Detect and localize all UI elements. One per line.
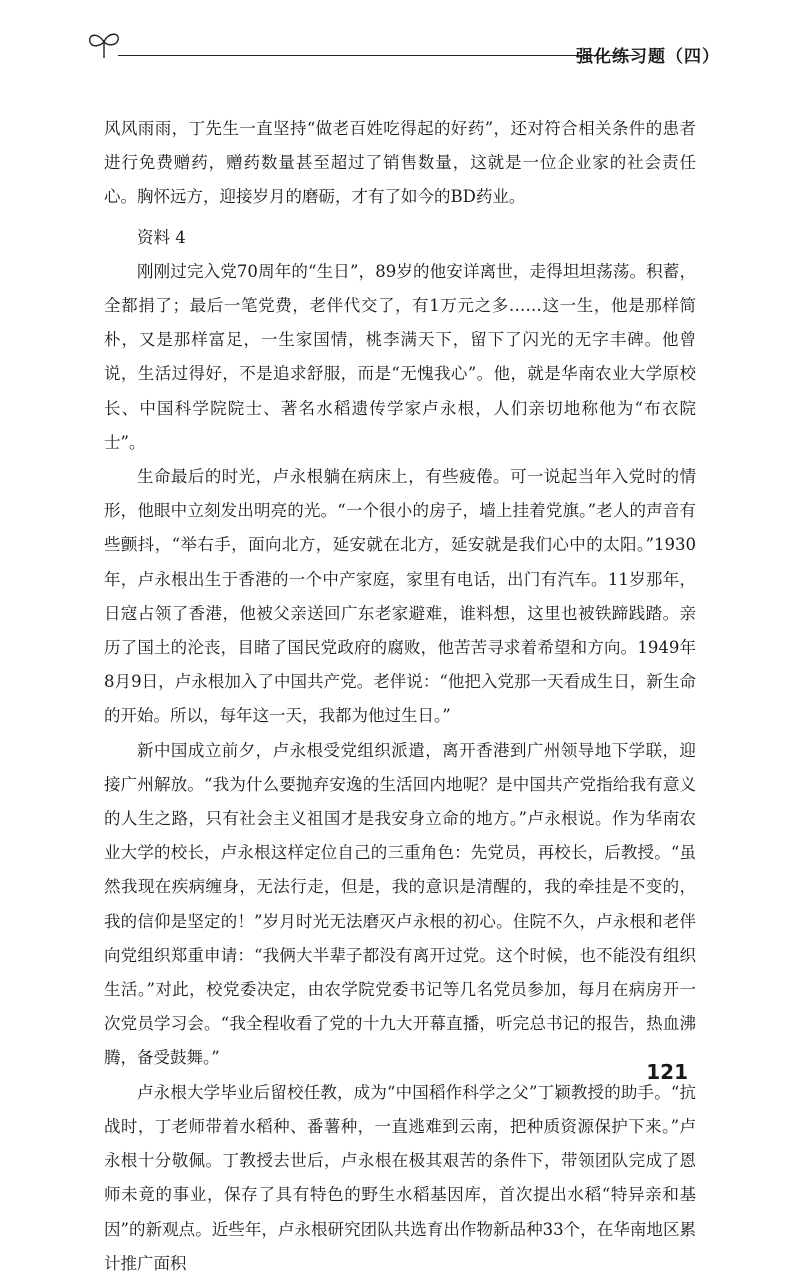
paragraph: 卢永根大学毕业后留校任教，成为“中国稻作科学之父”丁颖教授的助手。“抗战时，丁老师带着水稻种、番薯种，一直逃难到云南，把种质资源保护下来。”卢永根十分敬佩。丁教授去世后，卢永根在极其艰苦的条件下，带领团队完成了恩师未竟的事业，保存了具有特色的野生水稻基因库，首次提出水稻“特异亲和基因”的新观点。近些年，卢永根研究团队共选育出作物新品种33个，在华南地区累计推广面积 <box>104 1082 696 1273</box>
material-label: 资料 4 <box>137 227 186 247</box>
paragraph: 新中国成立前夕，卢永根受党组织派遣，离开香港到广州领导地下学联，迎接广州解放。“我为什么要抛弃安逸的生活回内地呢？是中国共产党指给我有意义的人生之路，只有社会主义祖国才是我安身立命的地方。”卢永根说。作为华南农业大学的校长，卢永根这样定位自己的三重角色：先党员，再校长，后教授。“虽然我现在疾病缠身，无法行走，但是，我的意识是清醒的，我的牵挂是不变的，我的信仰是坚定的！”岁月时光无法磨灭卢永根的初心。住院不久，卢永根和老伴向党组织郑重申请：“我俩大半辈子都没有离开过党。这个时候，也不能没有组织生活。”对此，校党委决定，由农学院党委书记等几名党员参加，每月在病房开一次党员学习会。“我全程收看了党的十九大开幕直播，听完总书记的报告，热血沸腾，备受鼓舞。” <box>104 740 696 1068</box>
body-text <box>104 112 696 1281</box>
header-rule <box>118 55 638 56</box>
page-header <box>84 28 720 68</box>
paragraph: 生命最后的时光，卢永根躺在病床上，有些疲倦。可一说起当年入党时的情形，他眼中立刻发出明亮的光。“一个很小的房子，墙上挂着党旗。”老人的声音有些颤抖，“举右手，面向北方，延安就在北方，延安就是我们心中的太阳。”1930年，卢永根出生于香港的一个中产家庭，家里有电话，出门有汽车。11岁那年，日寇占领了香港，他被父亲送回广东老家避难，谁料想，这里也被铁蹄践踏。亲历了国土的沦丧，目睹了国民党政府的腐败，他苦苦寻求着希望和方向。1949年8月9日，卢永根加入了中国共产党。老伴说：“他把入党那一天看成生日，新生命的开始。所以，每年这一天，我都为他过生日。” <box>104 467 696 726</box>
section-title: 强化练习题（四） <box>576 47 720 67</box>
paragraph-continued: 风风雨雨，丁先生一直坚持“做老百姓吃得起的好药”，还对符合相关条件的患者进行免费赠药，赠药数量甚至超过了销售数量，这就是一位企业家的社会责任心。胸怀远方，迎接岁月的磨砺，才有了如今的BD药业。 <box>104 119 696 207</box>
paragraph: 刚刚过完入党70周年的“生日”，89岁的他安详离世，走得坦坦荡荡。积蓄，全都捐了；最后一笔党费，老伴代交了，有1万元之多……这一生，他是那样简朴，又是那样富足，一生家国情，桃李满天下，留下了闪光的无字丰碑。他曾说，生活过得好，不是追求舒服，而是“无愧我心”。他，就是华南农业大学原校长、中国科学院院士、著名水稻遗传学家卢永根，人们亲切地称他为“布衣院士”。 <box>104 261 696 452</box>
page-number: 121 <box>646 1060 688 1084</box>
